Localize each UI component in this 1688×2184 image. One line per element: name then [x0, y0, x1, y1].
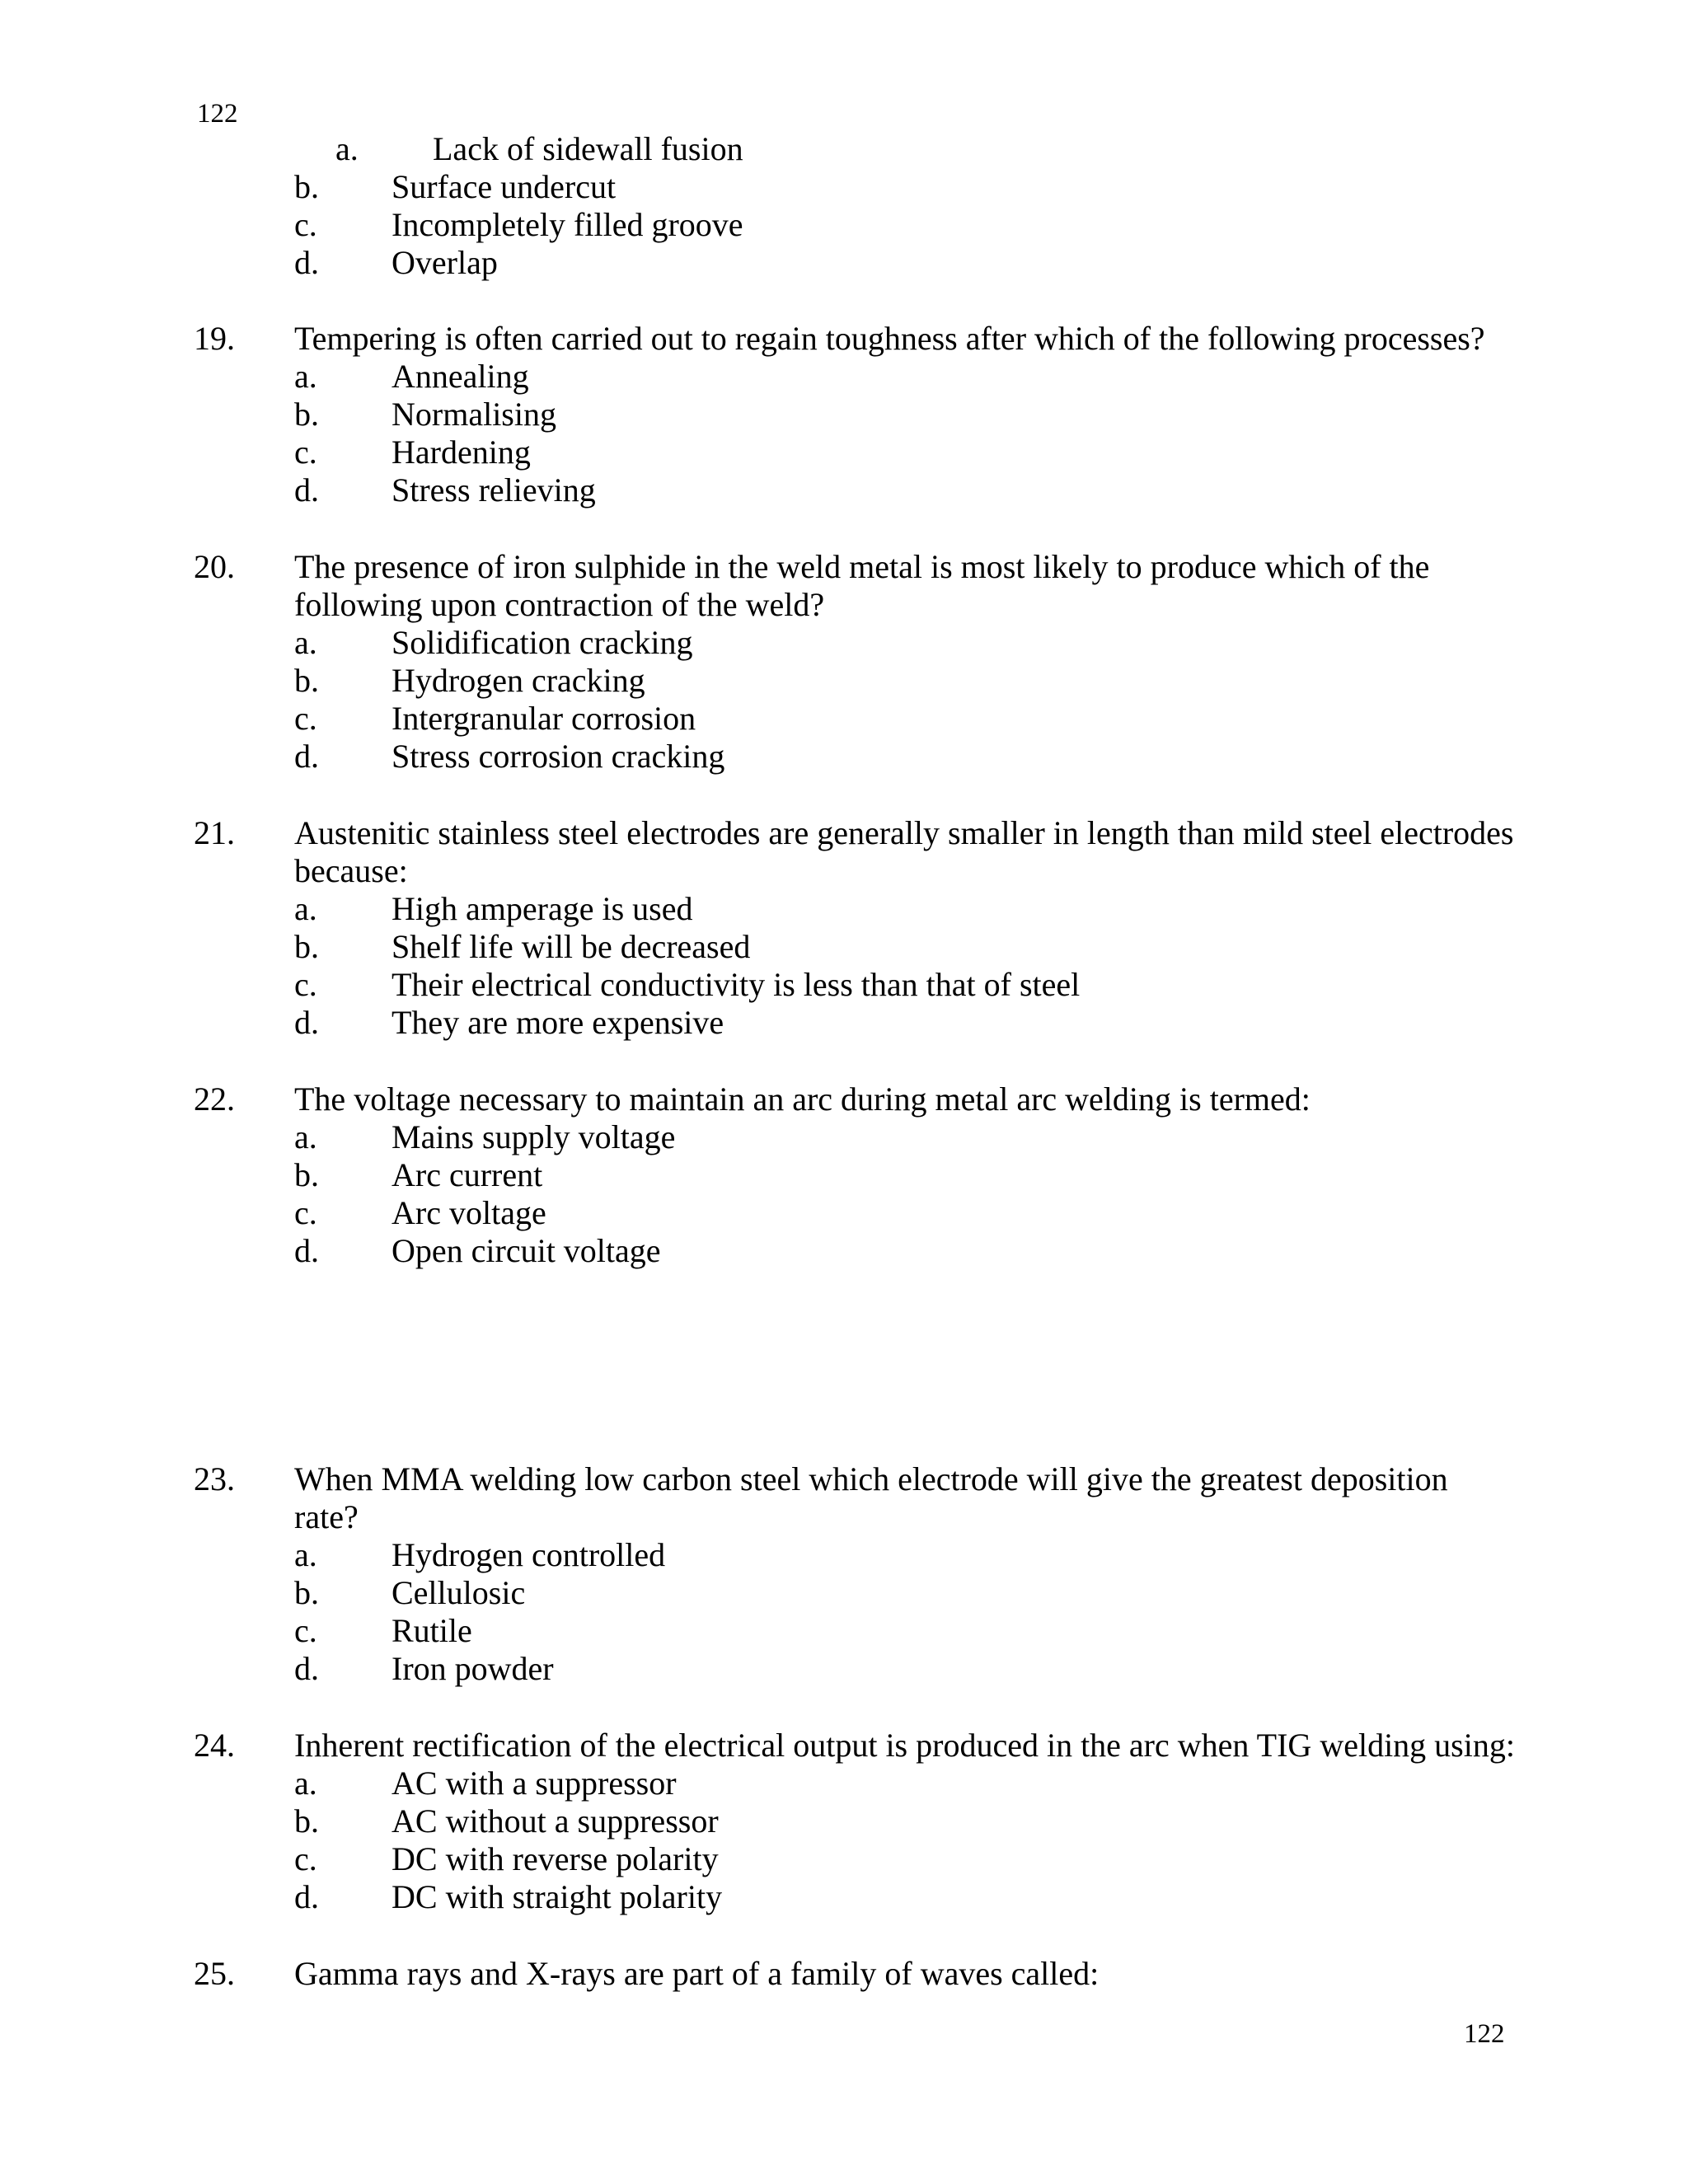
option-text: Normalising [392, 396, 556, 433]
option-text: DC with straight polarity [392, 1878, 723, 1915]
option-text: Stress relieving [392, 471, 596, 509]
option-text: Arc voltage [392, 1194, 546, 1231]
option-letter: d. [294, 244, 319, 281]
question-number: 22. [194, 1080, 235, 1118]
option-letter: a. [294, 358, 317, 395]
option-letter: d. [294, 471, 319, 509]
option-letter: c. [294, 1194, 317, 1231]
option-letter: a. [294, 1118, 317, 1155]
option-text: DC with reverse polarity [392, 1840, 719, 1877]
option-letter: b. [294, 1802, 319, 1840]
option-text: Cellulosic [392, 1574, 526, 1611]
question-text: Inherent rectification of the electrical output is produced in the arc when TIG welding using: [294, 1727, 1515, 1764]
question-text: The voltage necessary to maintain an arc during metal arc welding is termed: [294, 1080, 1311, 1118]
option-letter: b. [294, 1574, 319, 1611]
option-letter: d. [294, 738, 319, 775]
option-letter: d. [294, 1232, 319, 1269]
option-text: Incompletely filled groove [392, 206, 743, 243]
option-letter: a. [335, 130, 359, 167]
question-number: 20. [194, 548, 235, 585]
option-text: Hardening [392, 434, 531, 471]
question-text: The presence of iron sulphide in the weld metal is most likely to produce which of the [294, 548, 1430, 585]
option-text: Arc current [392, 1156, 543, 1193]
option-letter: b. [294, 1156, 319, 1193]
option-letter: d. [294, 1650, 319, 1687]
option-text: Hydrogen controlled [392, 1536, 666, 1573]
option-text: Iron powder [392, 1650, 554, 1687]
option-letter: a. [294, 1536, 317, 1573]
page-number-top: 122 [197, 99, 238, 129]
option-letter: b. [294, 168, 319, 205]
question-text: Tempering is often carried out to regain toughness after which of the following processes? [294, 320, 1485, 357]
option-letter: b. [294, 928, 319, 965]
option-text: AC with a suppressor [392, 1765, 677, 1802]
question-text: rate? [294, 1498, 359, 1535]
option-text: Annealing [392, 358, 529, 395]
question-number: 21. [194, 814, 235, 851]
option-letter: c. [294, 1840, 317, 1877]
question-text: Austenitic stainless steel electrodes are generally smaller in length than mild steel electrodes [294, 814, 1514, 851]
option-letter: a. [294, 1765, 317, 1802]
question-text: following upon contraction of the weld? [294, 586, 825, 623]
option-letter: a. [294, 624, 317, 661]
option-letter: b. [294, 662, 319, 699]
option-text: High amperage is used [392, 890, 693, 927]
option-text: Hydrogen cracking [392, 662, 645, 699]
option-letter: b. [294, 396, 319, 433]
question-number: 23. [194, 1460, 235, 1497]
option-letter: c. [294, 1612, 317, 1649]
question-text: Gamma rays and X-rays are part of a family of waves called: [294, 1955, 1100, 1992]
option-text: AC without a suppressor [392, 1802, 719, 1840]
option-letter: d. [294, 1878, 319, 1915]
question-text: When MMA welding low carbon steel which electrode will give the greatest deposition [294, 1460, 1448, 1497]
option-text: Solidification cracking [392, 624, 693, 661]
question-number: 25. [194, 1955, 235, 1992]
option-text: Intergranular corrosion [392, 700, 696, 737]
option-text: They are more expensive [392, 1004, 724, 1041]
option-text: Mains supply voltage [392, 1118, 676, 1155]
option-text: Open circuit voltage [392, 1232, 661, 1269]
option-text: Shelf life will be decreased [392, 928, 751, 965]
option-letter: c. [294, 206, 317, 243]
question-number: 19. [194, 320, 235, 357]
option-letter: a. [294, 890, 317, 927]
option-letter: d. [294, 1004, 319, 1041]
question-number: 24. [194, 1727, 235, 1764]
option-text: Lack of sidewall fusion [433, 130, 743, 167]
option-text: Surface undercut [392, 168, 617, 205]
page-number-bottom: 122 [1464, 2019, 1505, 2049]
option-text: Rutile [392, 1612, 472, 1649]
option-text: Overlap [392, 244, 498, 281]
option-letter: c. [294, 700, 317, 737]
option-text: Stress corrosion cracking [392, 738, 725, 775]
option-letter: c. [294, 434, 317, 471]
option-text: Their electrical conductivity is less than that of steel [392, 966, 1081, 1003]
option-letter: c. [294, 966, 317, 1003]
question-text: because: [294, 852, 408, 889]
